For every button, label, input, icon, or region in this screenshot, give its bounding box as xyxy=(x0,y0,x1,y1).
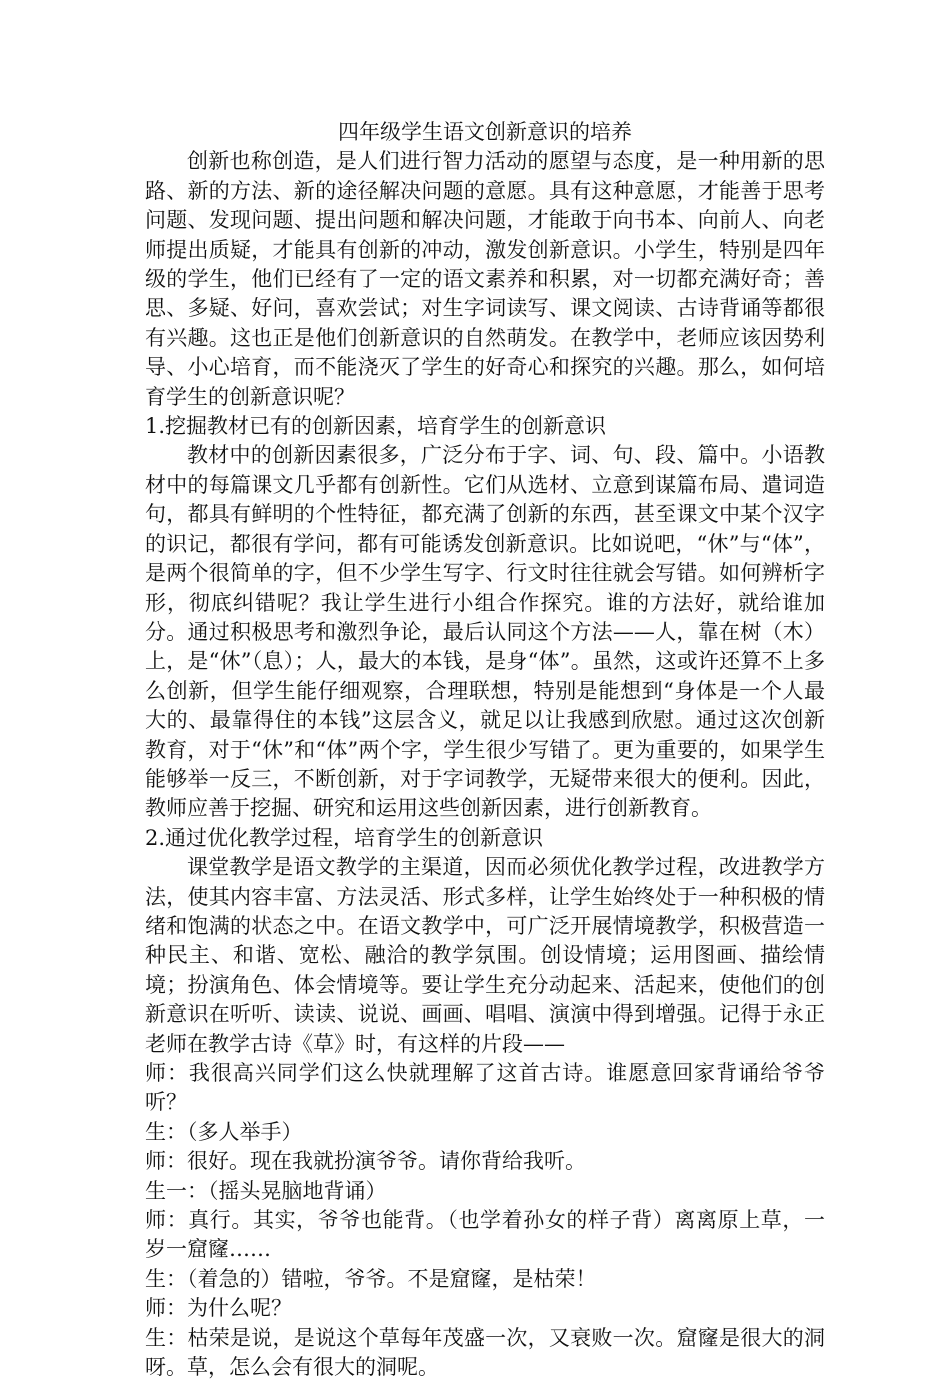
dialogue-line: 生：枯荣是说，是说这个草每年茂盛一次，又衰败一次。窟窿是很大的洞呀。草，怎么会有很大的洞呢。 xyxy=(145,1325,825,1380)
dialogue-line: 师：很好。现在我就扮演爷爷。请你背给我听。 xyxy=(145,1149,586,1174)
section-1-paragraph: 教材中的创新因素很多，广泛分布于字、词、句、段、篇中。小语教材中的每篇课文几乎都有创新性。它们从选材、立意到谋篇布局、遣词造句，都具有鲜明的个性特征，都充满了创新的东西，甚至课文中某个汉字的识记，都很有学问，都有可能诱发创新意识。比如说吧，“休”与“体”，是两个很简单的字，但不少学生写字、行文时往往就会写错。如何辨析字形，彻底纠错呢？我让学生进行小组合作探究。谁的方法好，就给谁加分。通过积极思考和激烈争论，最后认同这个方法——人，靠在树（木）上，是“休”（息）；人，最大的本钱，是身“体”。虽然，这或许还算不上多么创新，但学生能仔细观察，合理联想，特别是能想到“身体是一个人最大的、最靠得住的本钱”这层含义，就足以让我感到欣慰。通过这次创新教育，对于“休”和“体”两个字，学生很少写错了。更为重要的，如果学生能够举一反三，不断创新，对于字词教学，无疑带来很大的便利。因此，教师应善于挖掘、研究和运用这些创新因素，进行创新教育。 xyxy=(145,443,825,821)
section-2-heading: 2.通过优化教学过程，培育学生的创新意识 xyxy=(145,825,544,850)
section-1-heading: 1.挖掘教材已有的创新因素，培育学生的创新意识 xyxy=(145,414,607,439)
dialogue-line: 生：（着急的）错啦，爷爷。不是窟窿，是枯荣！ xyxy=(145,1266,597,1291)
section-2-paragraph: 课堂教学是语文教学的主渠道，因而必须优化教学过程，改进教学方法，使其内容丰富、方法灵活、形式多样，让学生始终处于一种积极的情绪和饱满的状态之中。在语文教学中，可广泛开展情境教学，积极营造一种民主、和谐、宽松、融洽的教学氛围。创设情境；运用图画、描绘情境；扮演角色、体会情境等。要让学生充分动起来、活起来，使他们的创新意识在听听、读读、说说、画画、唱唱、演演中得到增强。记得于永正老师在教学古诗《草》时，有这样的片段—— xyxy=(145,855,825,1056)
intro-paragraph: 创新也称创造，是人们进行智力活动的愿望与态度，是一种用新的思路、新的方法、新的途径解决问题的意愿。具有这种意愿，才能善于思考问题、发现问题、提出问题和解决问题，才能敢于向书本、向前人、向老师提出质疑，才能具有创新的冲动，激发创新意识。小学生，特别是四年级的学生，他们已经有了一定的语文素养和积累，对一切都充满好奇；善思、多疑、好问，喜欢尝试；对生字词读写、课文阅读、古诗背诵等都很有兴趣。这也正是他们创新意识的自然萌发。在教学中，老师应该因势利导、小心培育，而不能浇灭了学生的好奇心和探究的兴趣。那么，如何培育学生的创新意识呢？ xyxy=(145,149,825,409)
document-body xyxy=(145,118,825,1382)
dialogue-line: 生：（多人举手） xyxy=(145,1119,303,1144)
dialogue-line: 师：真行。其实，爷爷也能背。（也学着孙女的样子背）离离原上草，一岁一窟窿…… xyxy=(145,1208,825,1262)
dialogue-line: 师：我很高兴同学们这么快就理解了这首古诗。谁愿意回家背诵给爷爷听？ xyxy=(145,1061,825,1115)
dialogue-line: 师：为什么呢？ xyxy=(145,1296,292,1321)
dialogue-line: 生一：（摇头晃脑地背诵） xyxy=(145,1178,387,1203)
document-title: 四年级学生语文创新意识的培养 xyxy=(338,120,632,144)
